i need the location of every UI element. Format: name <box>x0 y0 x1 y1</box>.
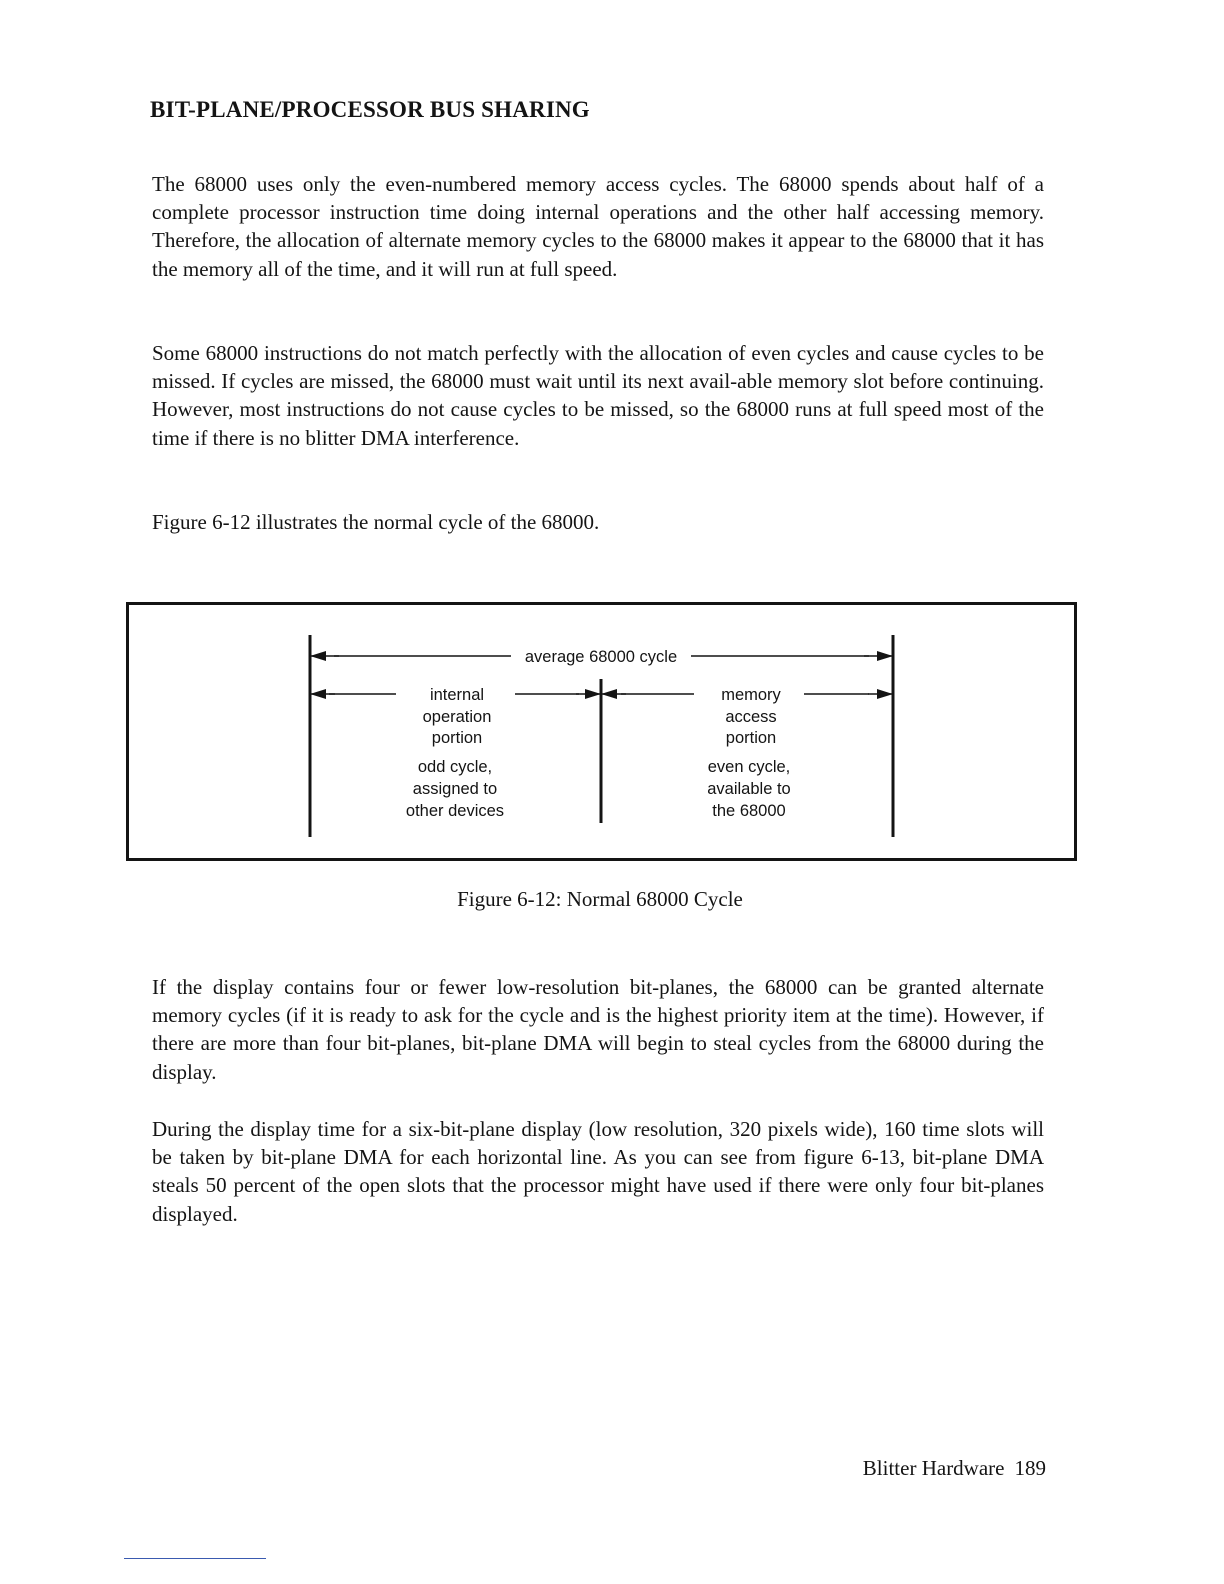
paragraph-2: Some 68000 instructions do not match perfectly with the allocation of even cycles and cause cycles to be missed. If cycles are missed, the 68000 must wait until its next avail-able memory slot before continuing. However, most instructions do not cause cycles to be missed, so the 68000 runs at full speed most of the time if there is no blitter DMA interference. <box>152 341 1044 450</box>
footer-section-title: Blitter Hardware <box>862 1456 1005 1480</box>
figure-6-12-frame <box>126 602 1077 861</box>
right-label-line2: access <box>725 708 777 726</box>
label-average-cycle: average 68000 cycle <box>524 648 678 666</box>
right-label-line6: the 68000 <box>712 802 786 820</box>
figure-caption: Figure 6-12: Normal 68000 Cycle <box>457 887 743 911</box>
paragraph-4: If the display contains four or fewer low-resolution bit-planes, the 68000 can be granted alternate memory cycles (if it is ready to ask for the cycle and is the highest priority item at the time). However, if there are more than four bit-planes, bit-plane DMA will begin to steal cycles from the 68000 during the display. <box>152 975 1044 1084</box>
paragraph-3: Figure 6-12 illustrates the normal cycle of the 68000. <box>152 510 600 534</box>
right-label-line3: portion <box>725 729 777 747</box>
right-label-line5: available to <box>707 780 791 798</box>
left-label-line1: internal <box>429 686 485 704</box>
paragraph-5: During the display time for a six-bit-plane display (low resolution, 320 pixels wide), 160 time slots will be taken by bit-plane DMA for each horizontal line. As you can see from figure 6-13, bit-plane DMA steals 50 percent of the open slots that the processor might have used if there were only four bit-planes displayed. <box>152 1117 1044 1226</box>
cycle-diagram <box>129 605 1074 858</box>
left-label-line4: odd cycle, <box>417 758 493 776</box>
left-label-line6: other devices <box>405 802 505 820</box>
bottom-left-rule <box>124 1558 266 1559</box>
left-label-line5: assigned to <box>412 780 498 798</box>
page-footer <box>863 1456 1046 1481</box>
page-number: 189 <box>1014 1456 1046 1480</box>
right-label-line4: even cycle, <box>707 758 791 776</box>
left-label-line3: portion <box>431 729 483 747</box>
paragraph-1: The 68000 uses only the even-numbered memory access cycles. The 68000 spends about half of a complete processor instruction time doing internal operations and the other half accessing memory. Therefore, the allocation of alternate memory cycles to the 68000 makes it appear to the 68000 that it has the memory all of the time, and it will run at full speed. <box>152 172 1044 281</box>
left-label-line2: operation <box>422 708 492 726</box>
right-label-line1: memory <box>721 686 781 704</box>
section-heading: BIT-PLANE/PROCESSOR BUS SHARING <box>150 97 590 122</box>
